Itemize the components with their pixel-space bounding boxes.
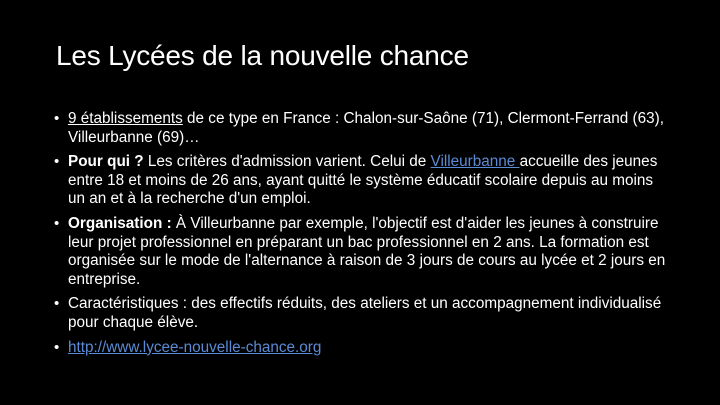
- slide-title: Les Lycées de la nouvelle chance: [56, 40, 469, 71]
- pour-qui-text-after: accueille des jeunes entre 18 et moins de 26 ans, ayant quitté le système éducatif scolaire depuis au moins un an et à la recherche d'un emploi.: [68, 153, 658, 208]
- bullet-item-caracteristiques: [54, 295, 674, 332]
- bullet-icon: •: [54, 110, 60, 127]
- bullet-icon: •: [54, 338, 60, 356]
- bullet-item-website: [54, 339, 674, 358]
- pour-qui-text-before: Les critères d'admission varient. Celui de: [143, 153, 431, 171]
- villeurbanne-link[interactable]: Villeurbanne: [430, 153, 520, 171]
- bullet-icon: •: [54, 153, 60, 171]
- organisation-text: À Villeurbanne par exemple, l'objectif est d'aider les jeunes à construire leur projet professionnel en préparant un bac professionnel en 2 ans. La formation est organisée sur le mode de l'alternance à raison de 3 jours de cours au lycée et 2 jours en entreprise.: [68, 214, 666, 288]
- bullet-list: [54, 110, 674, 363]
- pour-qui-heading: Pour qui ?: [68, 153, 144, 171]
- establishments-text: de ce type en France : Chalon-sur-Saône (71), Clermont-Ferrand (63), Villeurbanne (69)…: [68, 110, 665, 146]
- bullet-item-establishments: [54, 110, 674, 147]
- establishments-count: 9 établissements: [68, 110, 183, 127]
- bullet-icon: •: [54, 214, 60, 232]
- bullet-item-pour-qui: [54, 153, 674, 209]
- bullet-icon: •: [54, 295, 60, 313]
- website-link[interactable]: http://www.lycee-nouvelle-chance.org: [68, 338, 322, 356]
- organisation-heading: Organisation :: [68, 214, 172, 232]
- bullet-item-organisation: [54, 215, 674, 289]
- caracteristiques-text: Caractéristiques : des effectifs réduits, des ateliers et un accompagnement individualisé pour chaque élève.: [68, 295, 662, 331]
